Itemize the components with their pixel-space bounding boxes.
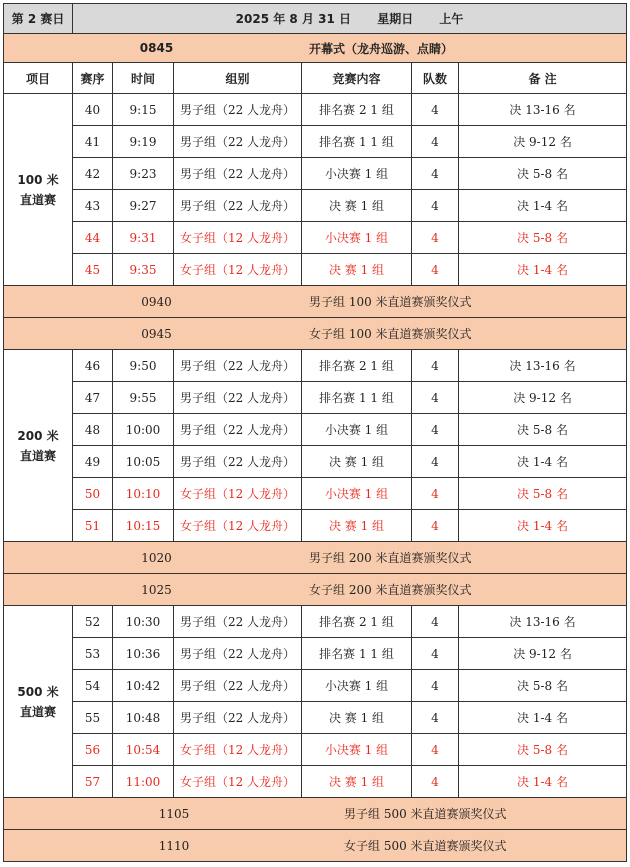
- race-teams: 4: [412, 126, 459, 158]
- race-note: 决 1-4 名: [459, 190, 627, 222]
- race-note: 决 5-8 名: [459, 478, 627, 510]
- race-note: 决 9-12 名: [459, 126, 627, 158]
- race-group: 男子组（22 人龙舟）: [174, 702, 302, 734]
- award-time-code: 0945: [141, 326, 172, 341]
- header-time: 时间: [113, 63, 174, 94]
- header-row: [4, 63, 627, 94]
- race-note: 决 9-12 名: [459, 638, 627, 670]
- race-note: 决 9-12 名: [459, 382, 627, 414]
- race-time: 9:55: [113, 382, 174, 414]
- race-group: 女子组（12 人龙舟）: [174, 478, 302, 510]
- race-number: 42: [73, 158, 113, 190]
- race-row: [4, 478, 627, 510]
- race-time: 10:54: [113, 734, 174, 766]
- award-cell: [4, 574, 627, 606]
- opening-cell: [4, 34, 627, 63]
- race-time: 9:31: [113, 222, 174, 254]
- race-event: 决 赛 1 组: [302, 766, 412, 798]
- award-title: 男子组 500 米直道赛颁奖仪式: [344, 807, 507, 821]
- race-time: 10:00: [113, 414, 174, 446]
- opening-row: [4, 34, 627, 63]
- day-date: 2025 年 8 月 31 日: [235, 12, 351, 26]
- race-note: 决 5-8 名: [459, 670, 627, 702]
- award-row: [4, 574, 627, 606]
- race-teams: 4: [412, 510, 459, 542]
- race-teams: 4: [412, 158, 459, 190]
- header-notes: 备 注: [459, 63, 627, 94]
- race-number: 56: [73, 734, 113, 766]
- race-number: 49: [73, 446, 113, 478]
- race-row: [4, 94, 627, 126]
- race-event: 排名赛 1 1 组: [302, 126, 412, 158]
- category-distance: 200 米: [17, 428, 59, 443]
- race-note: 决 13-16 名: [459, 94, 627, 126]
- award-title: 女子组 500 米直道赛颁奖仪式: [344, 839, 507, 853]
- header-order: 赛序: [73, 63, 113, 94]
- race-note: 决 13-16 名: [459, 606, 627, 638]
- race-event: 排名赛 1 1 组: [302, 382, 412, 414]
- race-event: 决 赛 1 组: [302, 254, 412, 286]
- race-teams: 4: [412, 766, 459, 798]
- race-teams: 4: [412, 222, 459, 254]
- race-number: 45: [73, 254, 113, 286]
- race-row: [4, 734, 627, 766]
- race-note: 决 5-8 名: [459, 158, 627, 190]
- award-title: 男子组 200 米直道赛颁奖仪式: [309, 551, 472, 565]
- day-row: [4, 4, 627, 34]
- award-content: [4, 805, 626, 822]
- race-number: 57: [73, 766, 113, 798]
- race-note: 决 5-8 名: [459, 222, 627, 254]
- category-type: 直道赛: [19, 448, 56, 463]
- race-time: 11:00: [113, 766, 174, 798]
- race-group: 男子组（22 人龙舟）: [174, 670, 302, 702]
- race-time: 9:19: [113, 126, 174, 158]
- day-label: 第 2 赛日: [4, 4, 73, 34]
- day-period: 上午: [439, 12, 464, 26]
- race-group: 男子组（22 人龙舟）: [174, 606, 302, 638]
- category-distance: 100 米: [17, 172, 59, 187]
- award-title: 男子组 100 米直道赛颁奖仪式: [309, 295, 472, 309]
- race-row: [4, 414, 627, 446]
- award-cell: [4, 830, 627, 862]
- race-row: [4, 222, 627, 254]
- award-row: [4, 830, 627, 862]
- category-distance: 500 米: [17, 684, 59, 699]
- race-event: 小决赛 1 组: [302, 158, 412, 190]
- race-time: 10:36: [113, 638, 174, 670]
- race-group: 男子组（22 人龙舟）: [174, 94, 302, 126]
- category-type: 直道赛: [19, 704, 56, 719]
- race-row: [4, 446, 627, 478]
- race-note: 决 5-8 名: [459, 414, 627, 446]
- race-group: 女子组（12 人龙舟）: [174, 254, 302, 286]
- race-teams: 4: [412, 446, 459, 478]
- race-teams: 4: [412, 350, 459, 382]
- award-cell: [4, 798, 627, 830]
- race-time: 9:15: [113, 94, 174, 126]
- race-teams: 4: [412, 254, 459, 286]
- race-number: 51: [73, 510, 113, 542]
- header-item: 项目: [4, 63, 73, 94]
- day-weekday: 星期日: [377, 12, 414, 26]
- race-event: 决 赛 1 组: [302, 510, 412, 542]
- schedule-table: [3, 3, 627, 862]
- race-event: 排名赛 2 1 组: [302, 94, 412, 126]
- race-time: 9:35: [113, 254, 174, 286]
- award-content: [4, 549, 626, 566]
- race-teams: 4: [412, 702, 459, 734]
- race-number: 43: [73, 190, 113, 222]
- race-number: 50: [73, 478, 113, 510]
- award-time-code: 0940: [141, 294, 172, 309]
- race-number: 46: [73, 350, 113, 382]
- award-row: [4, 286, 627, 318]
- race-event: 小决赛 1 组: [302, 222, 412, 254]
- race-group: 男子组（22 人龙舟）: [174, 158, 302, 190]
- race-group: 男子组（22 人龙舟）: [174, 190, 302, 222]
- race-note: 决 1-4 名: [459, 446, 627, 478]
- race-group: 女子组（12 人龙舟）: [174, 734, 302, 766]
- race-teams: 4: [412, 734, 459, 766]
- race-row: [4, 606, 627, 638]
- race-row: [4, 190, 627, 222]
- award-content: [4, 293, 626, 310]
- race-number: 47: [73, 382, 113, 414]
- race-note: 决 1-4 名: [459, 510, 627, 542]
- race-time: 10:42: [113, 670, 174, 702]
- award-content: [4, 837, 626, 854]
- race-teams: 4: [412, 670, 459, 702]
- race-group: 男子组（22 人龙舟）: [174, 126, 302, 158]
- award-row: [4, 318, 627, 350]
- race-number: 52: [73, 606, 113, 638]
- race-group: 女子组（12 人龙舟）: [174, 766, 302, 798]
- award-title: 女子组 100 米直道赛颁奖仪式: [309, 327, 472, 341]
- award-content: [4, 581, 626, 598]
- race-event: 排名赛 2 1 组: [302, 606, 412, 638]
- race-row: [4, 766, 627, 798]
- award-content: [4, 325, 626, 342]
- header-teams: 队数: [412, 63, 459, 94]
- opening-code: 0845: [139, 41, 174, 55]
- award-cell: [4, 286, 627, 318]
- award-row: [4, 542, 627, 574]
- race-time: 9:27: [113, 190, 174, 222]
- category-cell: [4, 350, 73, 542]
- race-group: 男子组（22 人龙舟）: [174, 350, 302, 382]
- race-group: 男子组（22 人龙舟）: [174, 382, 302, 414]
- race-event: 决 赛 1 组: [302, 446, 412, 478]
- race-number: 41: [73, 126, 113, 158]
- race-group: 女子组（12 人龙舟）: [174, 510, 302, 542]
- award-time-code: 1105: [158, 806, 190, 821]
- opening-title: 开幕式（龙舟巡游、点睛）: [309, 41, 454, 56]
- race-teams: 4: [412, 190, 459, 222]
- race-time: 10:15: [113, 510, 174, 542]
- race-group: 女子组（12 人龙舟）: [174, 222, 302, 254]
- race-teams: 4: [412, 414, 459, 446]
- race-row: [4, 510, 627, 542]
- race-event: 小决赛 1 组: [302, 478, 412, 510]
- race-teams: 4: [412, 382, 459, 414]
- race-group: 男子组（22 人龙舟）: [174, 638, 302, 670]
- race-teams: 4: [412, 606, 459, 638]
- race-number: 48: [73, 414, 113, 446]
- race-number: 44: [73, 222, 113, 254]
- award-cell: [4, 318, 627, 350]
- race-event: 排名赛 2 1 组: [302, 350, 412, 382]
- race-teams: 4: [412, 478, 459, 510]
- race-event: 排名赛 1 1 组: [302, 638, 412, 670]
- category-cell: [4, 606, 73, 798]
- day-info: [73, 4, 627, 34]
- race-group: 男子组（22 人龙舟）: [174, 446, 302, 478]
- race-number: 54: [73, 670, 113, 702]
- race-row: [4, 350, 627, 382]
- race-time: 9:23: [113, 158, 174, 190]
- race-row: [4, 158, 627, 190]
- award-cell: [4, 542, 627, 574]
- race-row: [4, 638, 627, 670]
- category-cell: [4, 94, 73, 286]
- header-group: 组别: [174, 63, 302, 94]
- header-event: 竞赛内容: [302, 63, 412, 94]
- race-number: 40: [73, 94, 113, 126]
- race-number: 55: [73, 702, 113, 734]
- race-row: [4, 702, 627, 734]
- race-note: 决 1-4 名: [459, 254, 627, 286]
- race-note: 决 5-8 名: [459, 734, 627, 766]
- award-time-code: 1110: [158, 838, 190, 853]
- race-group: 男子组（22 人龙舟）: [174, 414, 302, 446]
- race-note: 决 1-4 名: [459, 766, 627, 798]
- race-number: 53: [73, 638, 113, 670]
- race-time: 10:30: [113, 606, 174, 638]
- race-note: 决 1-4 名: [459, 702, 627, 734]
- race-event: 小决赛 1 组: [302, 414, 412, 446]
- race-teams: 4: [412, 94, 459, 126]
- award-time-code: 1020: [141, 550, 172, 565]
- race-time: 10:10: [113, 478, 174, 510]
- race-time: 10:05: [113, 446, 174, 478]
- award-time-code: 1025: [141, 582, 172, 597]
- race-row: [4, 670, 627, 702]
- race-event: 决 赛 1 组: [302, 190, 412, 222]
- race-time: 9:50: [113, 350, 174, 382]
- race-teams: 4: [412, 638, 459, 670]
- schedule-body: [4, 4, 627, 862]
- race-time: 10:48: [113, 702, 174, 734]
- race-row: [4, 382, 627, 414]
- race-row: [4, 126, 627, 158]
- race-note: 决 13-16 名: [459, 350, 627, 382]
- race-event: 决 赛 1 组: [302, 702, 412, 734]
- award-title: 女子组 200 米直道赛颁奖仪式: [309, 583, 472, 597]
- award-row: [4, 798, 627, 830]
- race-event: 小决赛 1 组: [302, 734, 412, 766]
- race-event: 小决赛 1 组: [302, 670, 412, 702]
- race-row: [4, 254, 627, 286]
- category-type: 直道赛: [19, 192, 56, 207]
